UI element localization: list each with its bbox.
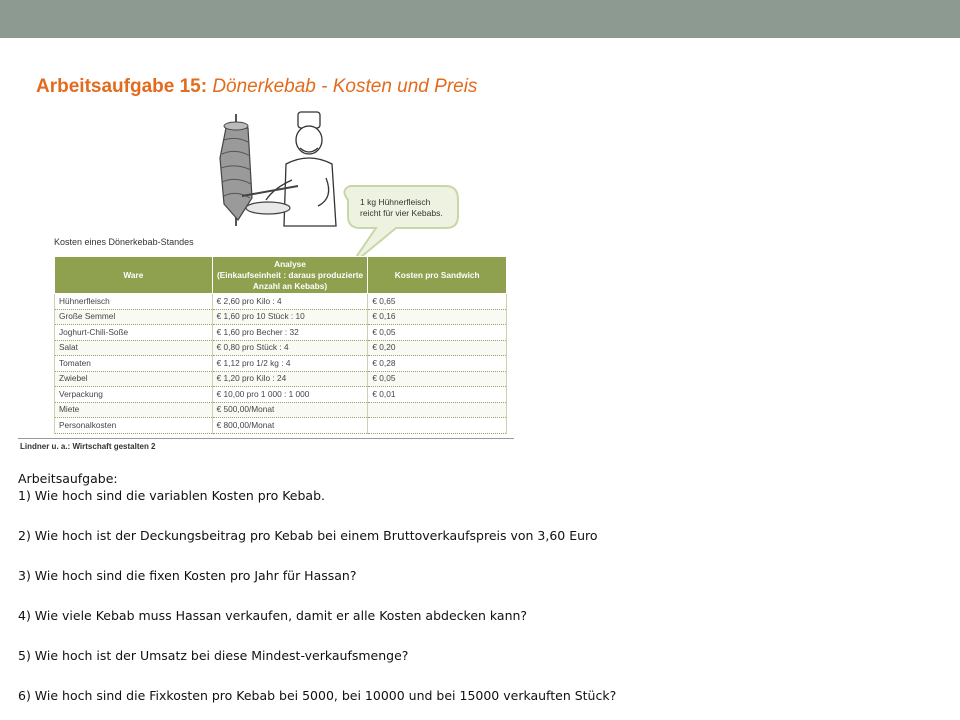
cell-ware: Hühnerfleisch (55, 294, 213, 310)
cell-ware: Große Semmel (55, 309, 213, 325)
kebab-chef-illustration (200, 108, 470, 258)
cell-kosten: € 0,05 (368, 371, 507, 387)
table-row (55, 294, 507, 310)
cell-analyse: € 10,00 pro 1 000 : 1 000 (212, 387, 368, 403)
table-row (55, 402, 507, 418)
cell-ware: Verpackung (55, 387, 213, 403)
cell-analyse: € 800,00/Monat (212, 418, 368, 434)
header-analyse-line2: (Einkaufseinheit : daraus produzierte (216, 269, 364, 280)
slide-title (36, 76, 477, 98)
source-divider (18, 438, 514, 439)
cell-kosten: € 0,01 (368, 387, 507, 403)
table-row (55, 309, 507, 325)
table-caption: Kosten eines Dönerkebab-Standes (54, 237, 194, 247)
cell-analyse: € 1,20 pro Kilo : 24 (212, 371, 368, 387)
cell-ware: Tomaten (55, 356, 213, 372)
task-heading: Arbeitsaufgabe: (18, 471, 118, 486)
table-row (55, 325, 507, 341)
cell-analyse: € 1,12 pro 1/2 kg : 4 (212, 356, 368, 372)
table-header-row (55, 257, 507, 294)
cell-ware: Personalkosten (55, 418, 213, 434)
table-row (55, 387, 507, 403)
cell-kosten: € 0,05 (368, 325, 507, 341)
slide-title-topic: Dönerkebab - Kosten und Preis (212, 76, 478, 97)
task-item-5: 5) Wie hoch ist der Umsatz bei diese Mindest-verkaufsmenge? (18, 648, 409, 663)
cell-analyse: € 1,60 pro 10 Stück : 10 (212, 309, 368, 325)
task-item-6: 6) Wie hoch sind die Fixkosten pro Kebab bei 5000, bei 10000 und bei 15000 verkauften Stück? (18, 688, 617, 703)
cell-kosten (368, 402, 507, 418)
cell-analyse: € 1,60 pro Becher : 32 (212, 325, 368, 341)
cell-kosten: € 0,65 (368, 294, 507, 310)
table-row (55, 356, 507, 372)
header-analyse-line1: Analyse (274, 258, 306, 269)
header-ware: Ware (55, 257, 213, 294)
speech-bubble-text-line2: reicht für vier Kebabs. (360, 208, 443, 218)
cell-analyse: € 2,60 pro Kilo : 4 (212, 294, 368, 310)
cell-kosten (368, 418, 507, 434)
task-item-1: 1) Wie hoch sind die variablen Kosten pro Kebab. (18, 488, 325, 503)
header-kosten: Kosten pro Sandwich (368, 257, 507, 294)
source-credit: Lindner u. a.: Wirtschaft gestalten 2 (20, 442, 156, 451)
speech-bubble-text-line1: 1 kg Hühnerfleisch (360, 197, 431, 207)
slide-header-bar (0, 0, 960, 38)
cell-kosten: € 0,20 (368, 340, 507, 356)
task-list (18, 470, 948, 704)
cell-ware: Zwiebel (55, 371, 213, 387)
plate-icon (246, 202, 290, 214)
cell-ware: Salat (55, 340, 213, 356)
cell-ware: Miete (55, 402, 213, 418)
cell-analyse: € 0,80 pro Stück : 4 (212, 340, 368, 356)
cell-kosten: € 0,16 (368, 309, 507, 325)
slide-title-number: Arbeitsaufgabe 15: (36, 76, 208, 97)
cell-kosten: € 0,28 (368, 356, 507, 372)
task-item-2: 2) Wie hoch ist der Deckungsbeitrag pro Kebab bei einem Bruttoverkaufspreis von 3,60 Euro (18, 528, 598, 543)
table-row (55, 371, 507, 387)
table-row (55, 418, 507, 434)
task-item-3: 3) Wie hoch sind die fixen Kosten pro Jahr für Hassan? (18, 568, 357, 583)
header-analyse (212, 257, 368, 294)
cell-ware: Joghurt-Chili-Soße (55, 325, 213, 341)
header-analyse-line3: Anzahl an Kebabs) (252, 280, 328, 291)
task-item-4: 4) Wie viele Kebab muss Hassan verkaufen, damit er alle Kosten abdecken kann? (18, 608, 528, 623)
cell-analyse: € 500,00/Monat (212, 402, 368, 418)
table-row (55, 340, 507, 356)
cost-table (54, 256, 507, 434)
